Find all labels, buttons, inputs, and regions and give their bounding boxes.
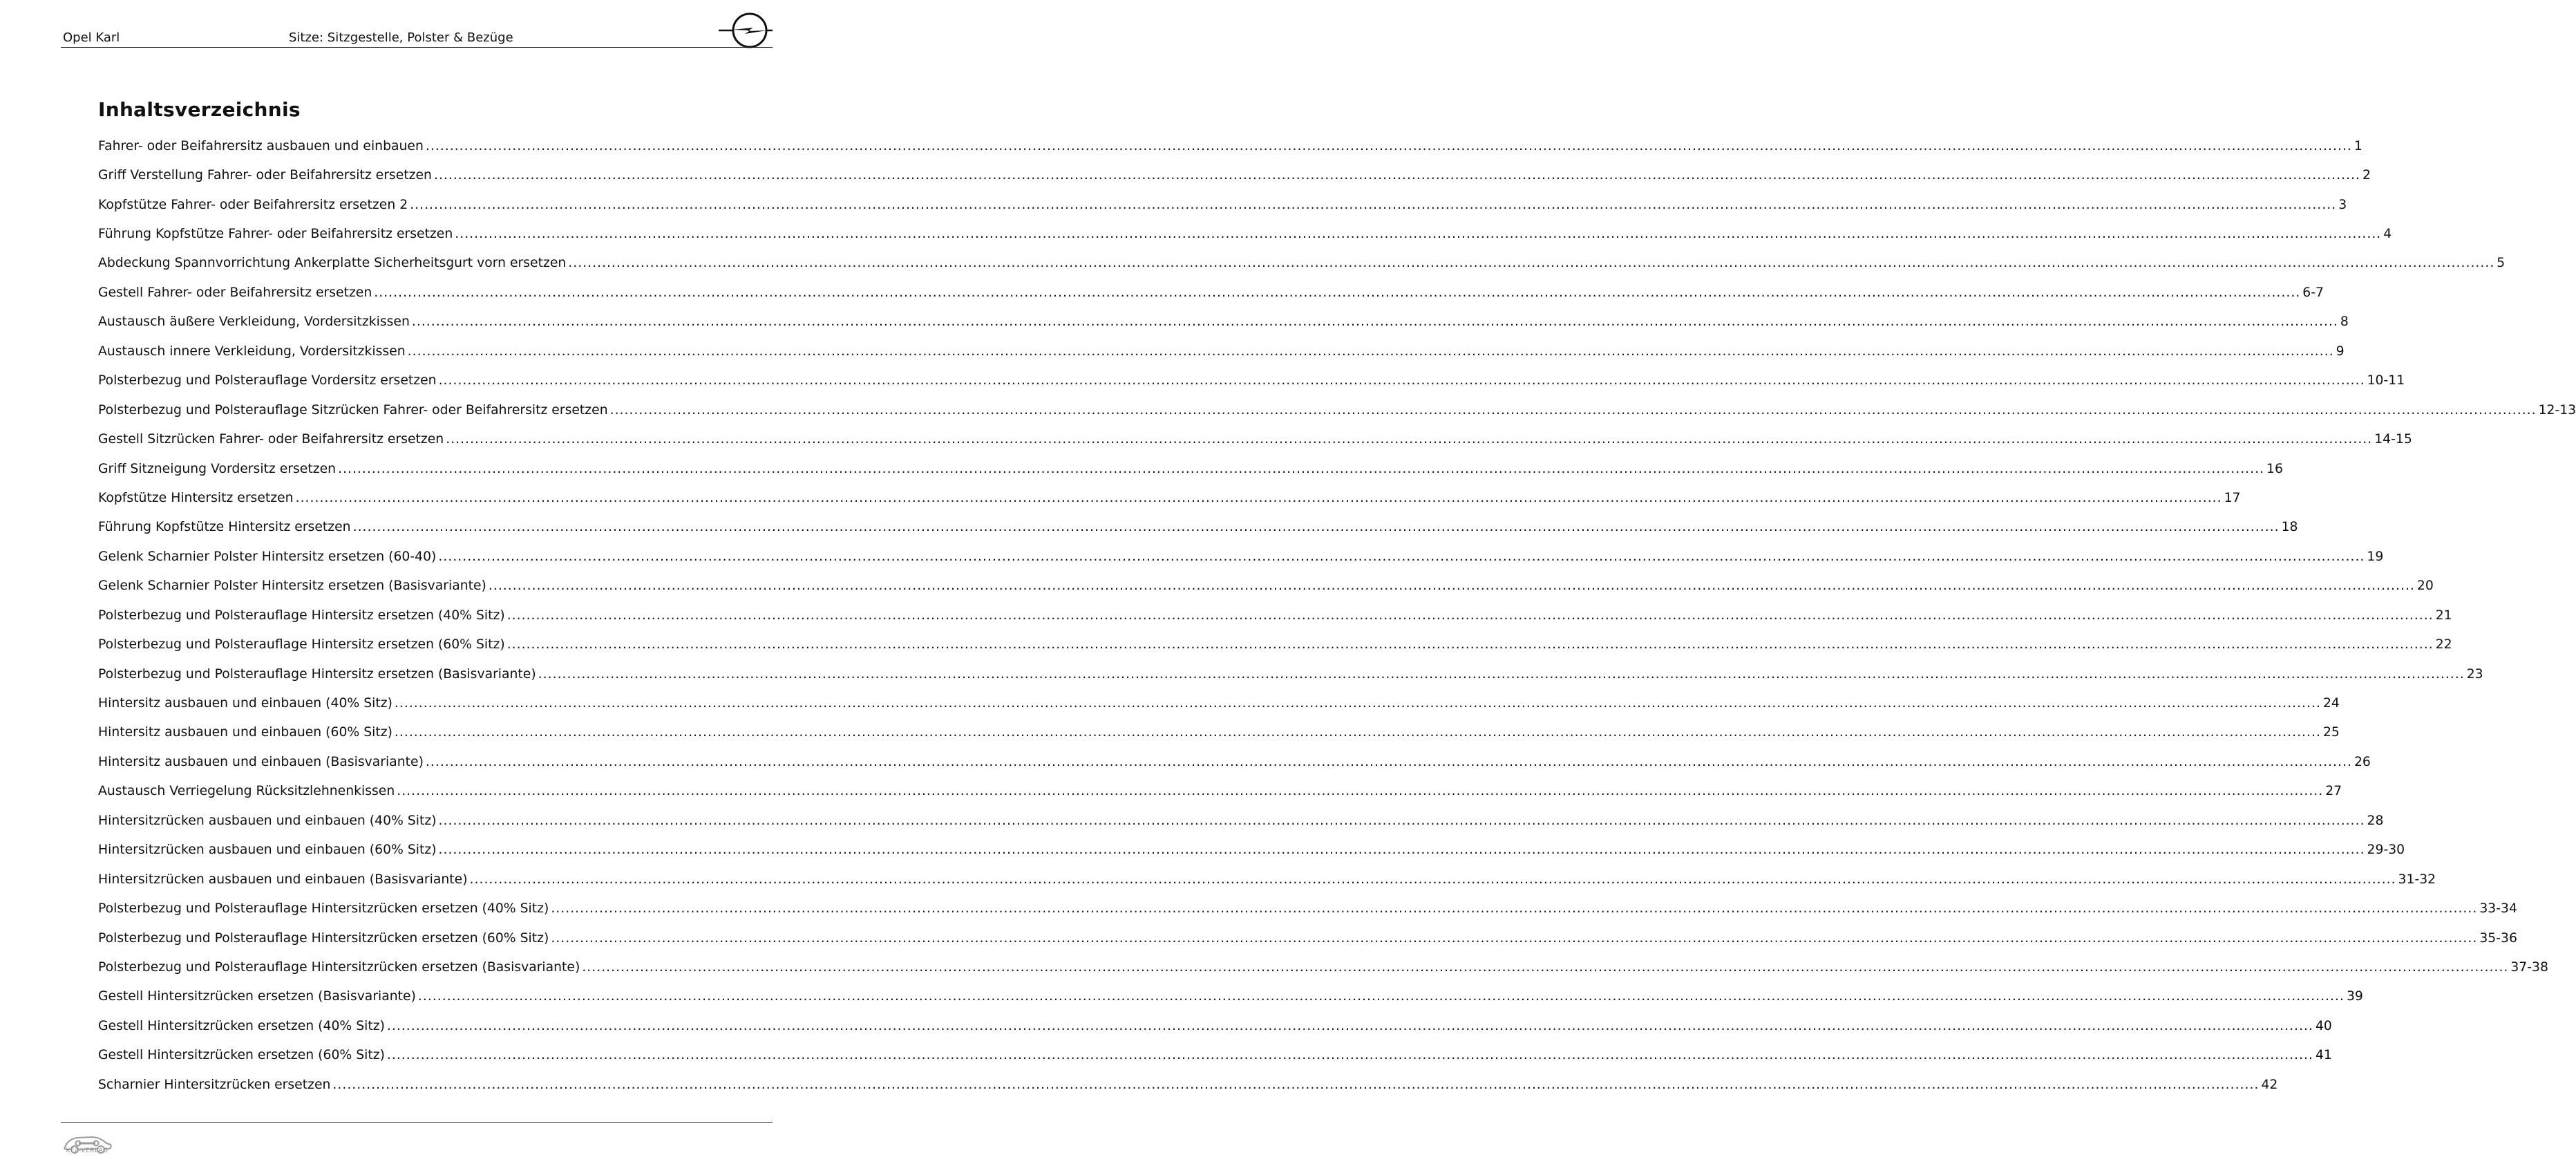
toc-entry-title: Polsterbezug und Polsterauflage Sitzrücken Fahrer- oder Beifahrersitz ersetzen <box>98 402 608 417</box>
toc-entry[interactable] <box>98 308 2349 337</box>
toc-entry-title: Austausch innere Verkleidung, Vordersitzkissen <box>98 344 406 359</box>
toc-leader-dots: ................................................................................................................................................................................................................................................................................................................................................................................................................ <box>551 930 2478 946</box>
toc-entry-title: Hintersitzrücken ausbauen und einbauen (Basisvariante) <box>98 872 468 887</box>
toc-entry[interactable] <box>98 836 2405 865</box>
toc-leader-dots: ................................................................................................................................................................................................................................................................................................................................................................................................................ <box>397 784 2324 799</box>
footer-rule <box>61 1122 773 1123</box>
toc-entry-page: 19 <box>2367 549 2384 564</box>
toc-entry-title: Austausch Verriegelung Rücksitzlehnenkissen <box>98 784 395 799</box>
toc-leader-dots: ................................................................................................................................................................................................................................................................................................................................................................................................................ <box>446 432 2373 447</box>
toc-entry-page: 3 <box>2338 197 2347 212</box>
toc-entry-page: 20 <box>2416 579 2434 594</box>
toc-leader-dots: ................................................................................................................................................................................................................................................................................................................................................................................................................ <box>394 696 2321 711</box>
toc-entry[interactable] <box>98 1041 2332 1070</box>
toc-leader-dots: ................................................................................................................................................................................................................................................................................................................................................................................................................ <box>506 608 2434 623</box>
toc-leader-dots: ................................................................................................................................................................................................................................................................................................................................................................................................................ <box>407 344 2334 359</box>
toc-entry-title: Polsterbezug und Polsterauflage Hintersitz ersetzen (40% Sitz) <box>98 608 505 623</box>
toc-entry-page: 37-38 <box>2510 959 2548 975</box>
toc-leader-dots: ................................................................................................................................................................................................................................................................................................................................................................................................................ <box>488 579 2415 594</box>
toc-leader-dots: ................................................................................................................................................................................................................................................................................................................................................................................................................ <box>374 285 2301 300</box>
toc-entry-page: 6-7 <box>2302 285 2324 300</box>
toc-entry[interactable] <box>98 454 2283 483</box>
toc-entry[interactable] <box>98 982 2363 1011</box>
toc-entry-page: 14-15 <box>2374 432 2412 447</box>
toc-entry-title: Austausch äußere Verkleidung, Vordersitzkissen <box>98 315 410 330</box>
toc-entry-title: Gestell Fahrer- oder Beifahrersitz ersetzen <box>98 285 372 300</box>
toc-entry-page: 10-11 <box>2367 373 2405 388</box>
toc-entry-title: Polsterbezug und Polsterauflage Hintersitzrücken ersetzen (40% Sitz) <box>98 901 549 917</box>
toc-entry[interactable] <box>98 542 2384 571</box>
toc-entry[interactable] <box>98 337 2345 366</box>
toc-entry-title: Gelenk Scharnier Polster Hintersitz ersetzen (60-40) <box>98 549 437 564</box>
toc-entry-page: 18 <box>2281 520 2298 535</box>
toc-entry[interactable] <box>98 424 2412 453</box>
toc-leader-dots: ................................................................................................................................................................................................................................................................................................................................................................................................................ <box>538 666 2465 682</box>
toc-leader-dots: ................................................................................................................................................................................................................................................................................................................................................................................................................ <box>386 1048 2313 1063</box>
toc-entry-title: Gestell Hintersitzrücken ersetzen (Basisvariante) <box>98 989 416 1004</box>
toc-entry[interactable] <box>98 249 2506 278</box>
toc-entry[interactable] <box>98 747 2371 776</box>
toc-entry-title: Hintersitzrücken ausbauen und einbauen (60% Sitz) <box>98 843 437 858</box>
toc-entry-title: Polsterbezug und Polsterauflage Vordersitz ersetzen <box>98 373 437 388</box>
toc-entry-page: 39 <box>2346 989 2363 1004</box>
table-of-contents <box>98 131 2576 1099</box>
toc-leader-dots: ................................................................................................................................................................................................................................................................................................................................................................................................................ <box>438 843 2365 858</box>
toc-entry-page: 2 <box>2362 168 2371 183</box>
toc-entry-page: 33-34 <box>2479 901 2517 917</box>
toc-entry[interactable] <box>98 131 2362 160</box>
toc-entry-title: Kopfstütze Hintersitz ersetzen <box>98 490 294 505</box>
toc-entry-title: Hintersitz ausbauen und einbauen (60% Sitz) <box>98 725 392 740</box>
toc-entry[interactable] <box>98 894 2517 923</box>
header-section: Sitze: Sitzgestelle, Polster & Bezüge <box>289 30 513 45</box>
toc-entry-title: Hintersitz ausbauen und einbauen (40% Sitz) <box>98 696 392 711</box>
toc-entry[interactable] <box>98 659 2483 688</box>
toc-entry[interactable] <box>98 1011 2332 1040</box>
toc-entry-page: 23 <box>2466 666 2483 682</box>
toc-entry[interactable] <box>98 513 2298 542</box>
toc-entry-page: 22 <box>2435 637 2452 653</box>
toc-entry-page: 1 <box>2354 138 2362 153</box>
toc-entry-page: 21 <box>2435 608 2452 623</box>
toc-entry-page: 9 <box>2336 344 2345 359</box>
toc-entry-page: 28 <box>2367 813 2384 828</box>
toc-leader-dots: ................................................................................................................................................................................................................................................................................................................................................................................................................ <box>455 227 2382 242</box>
toc-leader-dots: ................................................................................................................................................................................................................................................................................................................................................................................................................ <box>469 872 2396 887</box>
toc-entry[interactable] <box>98 952 2548 982</box>
toc-entry-title: Gestell Sitzrücken Fahrer- oder Beifahrersitz ersetzen <box>98 432 444 447</box>
footer-brand: KFZ-VERLAG <box>66 1147 108 1154</box>
toc-entry-page: 17 <box>2224 490 2241 505</box>
toc-leader-dots: ................................................................................................................................................................................................................................................................................................................................................................................................................ <box>506 637 2434 653</box>
toc-entry-title: Griff Sitzneigung Vordersitz ersetzen <box>98 461 337 476</box>
toc-entry-title: Polsterbezug und Polsterauflage Hintersitz ersetzen (60% Sitz) <box>98 637 505 653</box>
toc-entry-page: 31-32 <box>2398 872 2436 887</box>
toc-entry-title: Fahrer- oder Beifahrersitz ausbauen und einbauen <box>98 138 424 153</box>
toc-entry[interactable] <box>98 923 2517 952</box>
toc-leader-dots: ................................................................................................................................................................................................................................................................................................................................................................................................................ <box>425 138 2352 153</box>
toc-entry-title: Hintersitzrücken ausbauen und einbauen (40% Sitz) <box>98 813 437 828</box>
toc-entry-title: Gestell Hintersitzrücken ersetzen (40% Sitz) <box>98 1018 385 1033</box>
toc-entry-title: Polsterbezug und Polsterauflage Hintersitz ersetzen (Basisvariante) <box>98 666 536 682</box>
toc-entry-title: Gelenk Scharnier Polster Hintersitz ersetzen (Basisvariante) <box>98 579 486 594</box>
toc-entry[interactable] <box>98 601 2452 630</box>
toc-entry-page: 35-36 <box>2479 930 2517 946</box>
toc-entry[interactable] <box>98 278 2324 307</box>
toc-entry-title: Scharnier Hintersitzrücken ersetzen <box>98 1077 331 1092</box>
toc-entry-title: Kopfstütze Fahrer- oder Beifahrersitz ersetzen 2 <box>98 197 408 212</box>
toc-entry[interactable] <box>98 219 2392 248</box>
toc-entry[interactable] <box>98 777 2342 806</box>
toc-entry[interactable] <box>98 572 2434 601</box>
toc-leader-dots: ................................................................................................................................................................................................................................................................................................................................................................................................................ <box>438 813 2365 828</box>
toc-leader-dots: ................................................................................................................................................................................................................................................................................................................................................................................................................ <box>568 256 2495 271</box>
toc-leader-dots: ................................................................................................................................................................................................................................................................................................................................................................................................................ <box>417 989 2345 1004</box>
toc-leader-dots: ................................................................................................................................................................................................................................................................................................................................................................................................................ <box>394 725 2321 740</box>
toc-leader-dots: ................................................................................................................................................................................................................................................................................................................................................................................................................ <box>438 549 2365 564</box>
toc-entry-page: 25 <box>2322 725 2340 740</box>
toc-entry-page: 42 <box>2261 1077 2278 1092</box>
toc-entry[interactable] <box>98 806 2384 835</box>
toc-leader-dots: ................................................................................................................................................................................................................................................................................................................................................................................................................ <box>582 959 2509 975</box>
toc-leader-dots: ................................................................................................................................................................................................................................................................................................................................................................................................................ <box>433 168 2360 183</box>
toc-leader-dots: ................................................................................................................................................................................................................................................................................................................................................................................................................ <box>438 373 2365 388</box>
header-model: Opel Karl <box>63 30 120 45</box>
toc-entry-page: 26 <box>2354 754 2371 769</box>
toc-title: Inhaltsverzeichnis <box>98 98 301 121</box>
toc-leader-dots: ................................................................................................................................................................................................................................................................................................................................................................................................................ <box>352 520 2280 535</box>
toc-entry-page: 27 <box>2325 784 2342 799</box>
toc-leader-dots: ................................................................................................................................................................................................................................................................................................................................................................................................................ <box>332 1077 2260 1092</box>
toc-leader-dots: ................................................................................................................................................................................................................................................................................................................................................................................................................ <box>411 315 2338 330</box>
toc-leader-dots: ................................................................................................................................................................................................................................................................................................................................................................................................................ <box>551 901 2478 917</box>
toc-entry-page: 16 <box>2266 461 2283 476</box>
toc-entry-title: Polsterbezug und Polsterauflage Hintersitzrücken ersetzen (60% Sitz) <box>98 930 549 946</box>
toc-entry-page: 5 <box>2497 256 2506 271</box>
toc-entry-title: Gestell Hintersitzrücken ersetzen (60% Sitz) <box>98 1048 385 1063</box>
toc-entry[interactable] <box>98 688 2340 717</box>
toc-entry[interactable] <box>98 160 2371 189</box>
toc-entry-page: 12-13 <box>2538 402 2576 417</box>
header-rule <box>61 47 773 48</box>
toc-entry-title: Abdeckung Spannvorrichtung Ankerplatte Sicherheitsgurt vorn ersetzen <box>98 256 567 271</box>
toc-entry-page: 41 <box>2315 1048 2332 1063</box>
toc-entry[interactable] <box>98 718 2340 747</box>
toc-leader-dots: ................................................................................................................................................................................................................................................................................................................................................................................................................ <box>410 197 2337 212</box>
toc-entry-page: 40 <box>2315 1018 2332 1033</box>
toc-entry[interactable] <box>98 865 2436 894</box>
toc-leader-dots: ................................................................................................................................................................................................................................................................................................................................................................................................................ <box>386 1018 2313 1033</box>
toc-entry-page: 8 <box>2340 315 2349 330</box>
toc-entry[interactable] <box>98 366 2405 395</box>
toc-entry-page: 4 <box>2383 227 2392 242</box>
toc-entry[interactable] <box>98 190 2347 219</box>
toc-entry[interactable] <box>98 483 2241 512</box>
page-header <box>61 29 773 48</box>
toc-entry[interactable] <box>98 395 2576 424</box>
toc-entry-page: 24 <box>2322 696 2340 711</box>
toc-entry-title: Polsterbezug und Polsterauflage Hintersitzrücken ersetzen (Basisvariante) <box>98 959 580 975</box>
toc-leader-dots: ................................................................................................................................................................................................................................................................................................................................................................................................................ <box>609 402 2537 417</box>
toc-entry-title: Hintersitz ausbauen und einbauen (Basisvariante) <box>98 754 424 769</box>
toc-entry[interactable] <box>98 1070 2278 1099</box>
toc-entry[interactable] <box>98 630 2452 659</box>
toc-leader-dots: ................................................................................................................................................................................................................................................................................................................................................................................................................ <box>338 461 2265 476</box>
toc-entry-title: Führung Kopfstütze Hintersitz ersetzen <box>98 520 351 535</box>
car-wrench-icon <box>59 1127 115 1161</box>
opel-blitz-icon <box>717 11 774 50</box>
toc-leader-dots: ................................................................................................................................................................................................................................................................................................................................................................................................................ <box>295 490 2222 505</box>
toc-entry-title: Griff Verstellung Fahrer- oder Beifahrersitz ersetzen <box>98 168 432 183</box>
toc-entry-page: 29-30 <box>2367 843 2405 858</box>
toc-entry-title: Führung Kopfstütze Fahrer- oder Beifahrersitz ersetzen <box>98 227 453 242</box>
toc-leader-dots: ................................................................................................................................................................................................................................................................................................................................................................................................................ <box>425 754 2352 769</box>
